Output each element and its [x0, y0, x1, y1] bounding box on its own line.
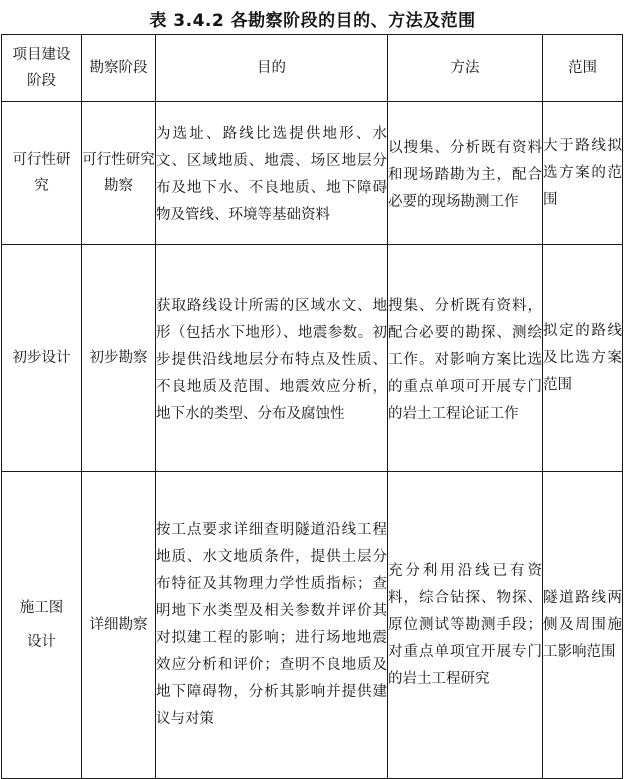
cell-project-stage: 施工图设计 — [2, 472, 82, 779]
table-header-row — [2, 35, 623, 102]
cell-survey-stage: 可行性研究勘察 — [82, 102, 156, 245]
header-project-stage: 项目建设阶段 — [2, 35, 82, 102]
cell-scope: 大于路线拟选方案的范围 — [543, 102, 623, 245]
cell-method: 以搜集、分析既有资料和现场踏勘为主，配合必要的现场勘测工作 — [388, 102, 543, 245]
cell-method: 搜集、分析既有资料，配合必要的勘探、测绘工作。对影响方案比选的重点单项可开展专门的岩土工程论证工作 — [388, 245, 543, 472]
cell-project-stage: 可行性研究 — [2, 102, 82, 245]
cell-purpose: 获取路线设计所需的区域水文、地形（包括水下地形）、地震参数。初步提供沿线地层分布特点及性质、不良地质及范围、地震效应分析，地下水的类型、分布及腐蚀性 — [156, 245, 388, 472]
cell-method: 充分利用沿线已有资料，综合钻探、物探、原位测试等勘测手段；对重点单项宜开展专门的岩土工程研究 — [388, 472, 543, 779]
cell-survey-stage: 初步勘察 — [82, 245, 156, 472]
table-row — [2, 102, 623, 245]
cell-scope: 拟定的路线及比选方案范围 — [543, 245, 623, 472]
cell-scope: 隧道路线两侧及周围施工影响范围 — [543, 472, 623, 779]
cell-purpose: 按工点要求详细查明隧道沿线工程地质、水文地质条件，提供土层分布特征及其物理力学性质指标；查明地下水类型及相关参数并评价其对拟建工程的影响；进行场地地震效应分析和评价；查明不良地质及地下障碍物，分析其影响并提供建议与对策 — [156, 472, 388, 779]
cell-survey-stage: 详细勘察 — [82, 472, 156, 779]
cell-project-stage: 初步设计 — [2, 245, 82, 472]
header-method: 方法 — [388, 35, 543, 102]
header-purpose: 目的 — [156, 35, 388, 102]
header-scope: 范围 — [543, 35, 623, 102]
survey-stages-table — [1, 34, 623, 779]
table-row — [2, 472, 623, 779]
cell-purpose: 为选址、路线比选提供地形、水文、区域地质、地震、场区地层分布及地下水、不良地质、地下障碍物及管线、环境等基础资料 — [156, 102, 388, 245]
header-survey-stage: 勘察阶段 — [82, 35, 156, 102]
table-caption: 表 3.4.2 各勘察阶段的目的、方法及范围 — [149, 11, 476, 31]
table-row — [2, 245, 623, 472]
